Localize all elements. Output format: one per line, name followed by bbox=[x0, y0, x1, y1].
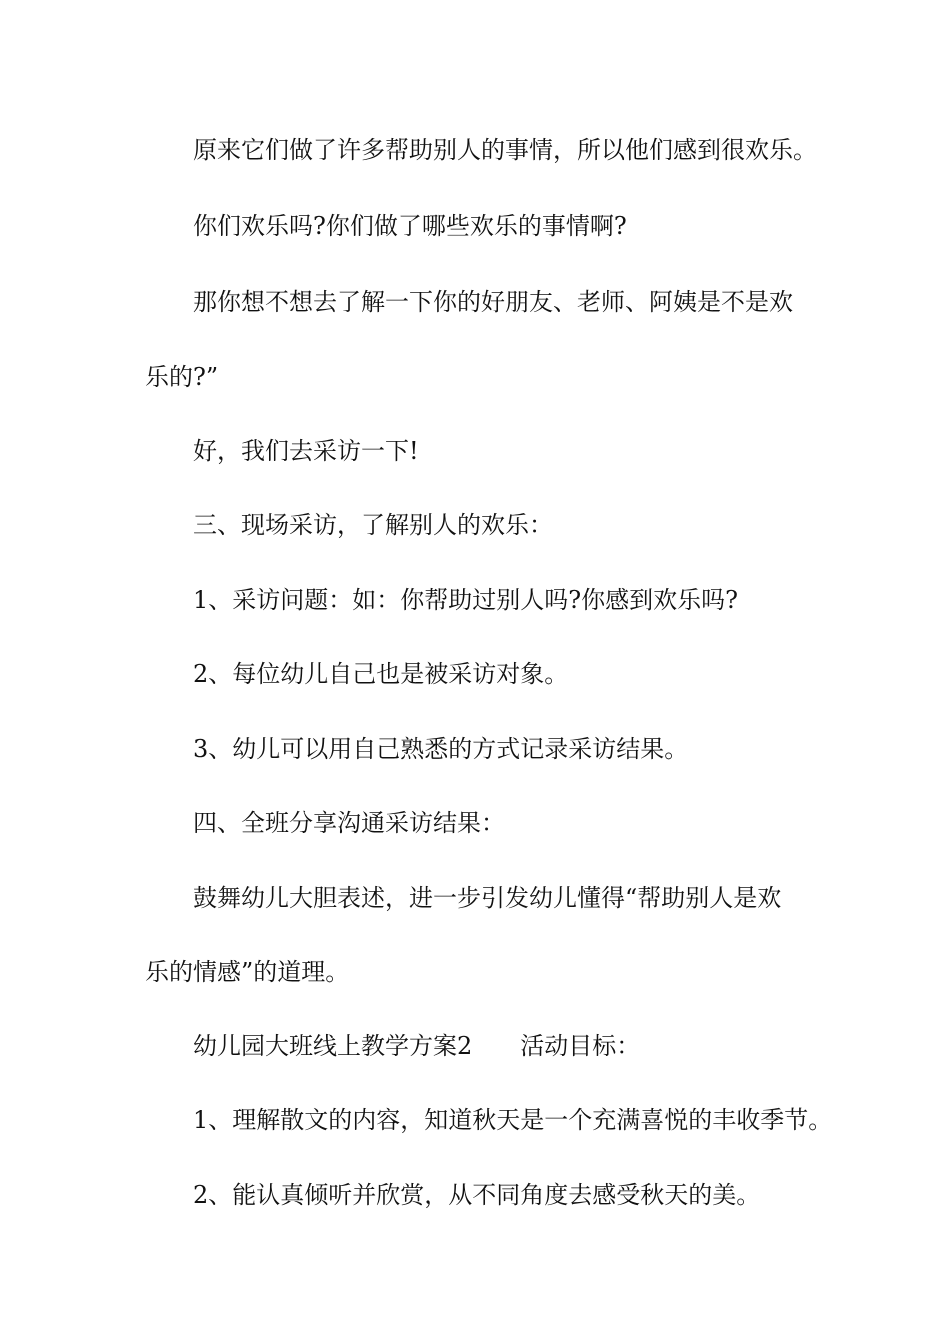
paragraph-line: 鼓舞幼儿大胆表述，进一步引发幼儿懂得“帮助别人是欢 bbox=[193, 884, 782, 912]
paragraph-line: 原来它们做了许多帮助别人的事情，所以他们感到很欢乐。 bbox=[193, 136, 817, 164]
paragraph-line: 三、现场采访，了解别人的欢乐： bbox=[193, 511, 553, 539]
paragraph-line: 那你想不想去了解一下你的好朋友、老师、阿姨是不是欢 bbox=[193, 288, 793, 316]
paragraph-line: 你们欢乐吗?你们做了哪些欢乐的事情啊? bbox=[193, 212, 627, 240]
paragraph-line: 1、采访问题：如：你帮助过别人吗?你感到欢乐吗? bbox=[193, 586, 739, 614]
paragraph-line: 3、幼儿可以用自己熟悉的方式记录采访结果。 bbox=[193, 735, 689, 763]
paragraph-line: 2、能认真倾听并欣赏，从不同角度去感受秋天的美。 bbox=[193, 1181, 761, 1209]
paragraph-line: 1、理解散文的内容，知道秋天是一个充满喜悦的丰收季节。 bbox=[193, 1106, 833, 1134]
paragraph-line: 乐的情感”的道理。 bbox=[145, 958, 350, 986]
paragraph-line: 好，我们去采访一下! bbox=[193, 437, 419, 465]
section-heading: 幼儿园大班线上教学方案2 活动目标： bbox=[193, 1032, 641, 1060]
paragraph-line: 2、每位幼儿自己也是被采访对象。 bbox=[193, 660, 569, 688]
paragraph-line: 乐的?” bbox=[145, 363, 219, 391]
section-heading: 四、全班分享沟通采访结果： bbox=[193, 809, 505, 837]
